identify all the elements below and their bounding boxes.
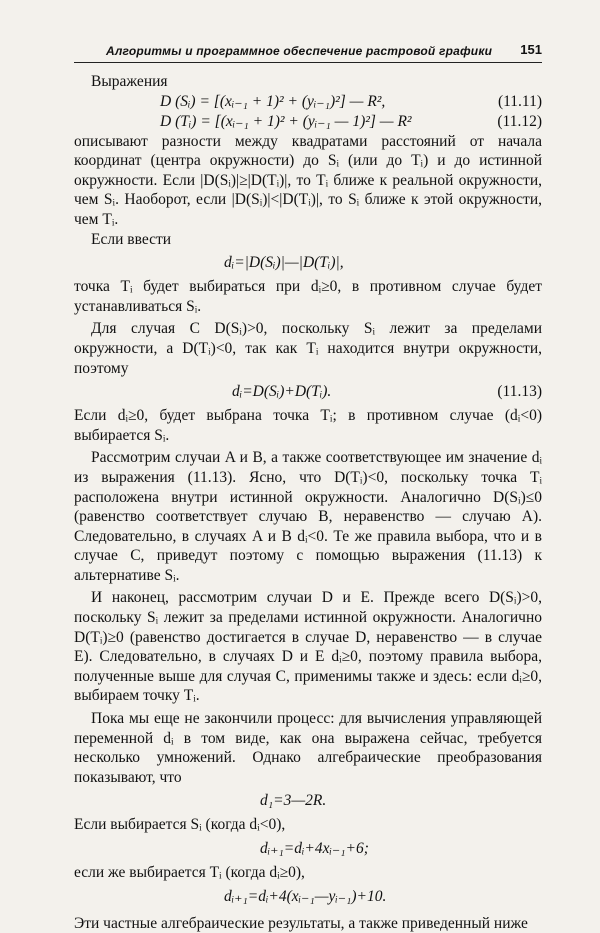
paragraph-process: Пока мы еще не закончили процесс: для вычисления управляющей переменной dᵢ в том виде, как она выражена сейчас, требуется несколько умножений. Однако алгебраические преобразования показывают, что	[74, 710, 542, 786]
equation-s-update	[74, 835, 542, 863]
equation-d1	[74, 787, 542, 815]
paragraph-if-t: если же выбирается Tᵢ (когда dᵢ≥0),	[74, 864, 305, 881]
paragraph-distance: описывают разности между квадратами расстояний от начала координат (центра окружности) до Sᵢ (или до Tᵢ) и до истинной окружности. Если |D(Sᵢ)|≥|D(Tᵢ)|, то Tᵢ ближе к реальной окружности, чем Sᵢ. Наоборот, если |D(Sᵢ)|<|D(Tᵢ)|, то Sᵢ ближе к этой окружности, чем Tᵢ.	[74, 132, 542, 228]
paragraph-if-s: Если выбирается Sᵢ (когда dᵢ<0),	[74, 816, 286, 834]
paragraph-introduce: Если ввести	[91, 230, 172, 248]
page-number: 151	[520, 42, 542, 57]
paragraph-cases-de: И наконец, рассмотрим случаи D и E. Прежде всего D(Sᵢ)>0, поскольку Sᵢ лежит за пределами истинной окружности. Аналогично D(Tᵢ)≥0 (равенство достигается в случае D, неравенство — в случае E). Следовательно, в случаях D и E dᵢ≥0, поэтому правила выбора, полученные выше для случая C, применимы также и здесь: если dᵢ≥0, выбираем точку Tᵢ.	[74, 589, 542, 705]
paragraph-rule: Если dᵢ≥0, будет выбрана точка Tᵢ; в противном случае (dᵢ<0) выбирается Sᵢ.	[74, 407, 542, 444]
paragraph-intro: Выражения	[91, 73, 168, 90]
page-body	[74, 72, 542, 933]
equation-d1-formula: d₁=3—2R.	[260, 792, 327, 810]
paragraph-final: Эти частные алгебраические результаты, а также приведенный ниже	[74, 914, 528, 932]
equation-t-update	[74, 883, 542, 911]
equation-11-12-number: (11.12)	[497, 112, 542, 130]
equation-11-13	[74, 378, 542, 406]
equation-11-11-formula: D (Sᵢ) = [(xᵢ₋₁ + 1)² + (yᵢ₋₁)²] — R²,	[160, 92, 386, 110]
running-header	[74, 42, 542, 63]
paragraph-case-c: Для случая C D(Sᵢ)>0, поскольку Sᵢ лежит за пределами окружности, а D(Tᵢ)<0, так как Tᵢ находится внутри окружности, поэтому	[74, 320, 542, 377]
equation-11-12-formula: D (Tᵢ) = [(xᵢ₋₁ + 1)² + (yᵢ₋₁ — 1)²] — R²	[160, 112, 412, 130]
equation-11-11-number: (11.11)	[497, 92, 542, 110]
header-title: Алгоритмы и программное обеспечение растровой графики	[106, 44, 493, 58]
equation-11-13-formula: dᵢ=D(Sᵢ)+D(Tᵢ).	[232, 383, 332, 401]
equation-11-11	[74, 92, 542, 112]
equation-t-update-formula: dᵢ₊₁=dᵢ+4(xᵢ₋₁—yᵢ₋₁)+10.	[224, 887, 387, 905]
paragraph-cases-ab: Рассмотрим случаи A и B, а также соответствующее им значение dᵢ из выражения (11.13). Ясно, что D(Tᵢ)<0, поскольку точка Tᵢ расположена внутри истинной окружности. Аналогично D(Sᵢ)≤0 (равенство соответствует случаю B, неравенство — случаю A). Следовательно, в случаях A и B dᵢ<0. Те же правила выбора, что и в случае C, приведут поэтому с помощью выражения (11.13) к альтернативе Sᵢ.	[74, 449, 542, 584]
paragraph-selection: точка Tᵢ будет выбираться при dᵢ≥0, в противном случае будет устанавливаться Sᵢ.	[74, 278, 542, 315]
equation-di	[74, 249, 542, 277]
equation-11-12	[74, 112, 542, 132]
equation-di-formula: dᵢ=|D(Sᵢ)|—|D(Tᵢ)|,	[224, 254, 344, 272]
equation-s-update-formula: dᵢ₊₁=dᵢ+4xᵢ₋₁+6;	[260, 840, 369, 857]
equation-11-13-number: (11.13)	[497, 383, 542, 401]
